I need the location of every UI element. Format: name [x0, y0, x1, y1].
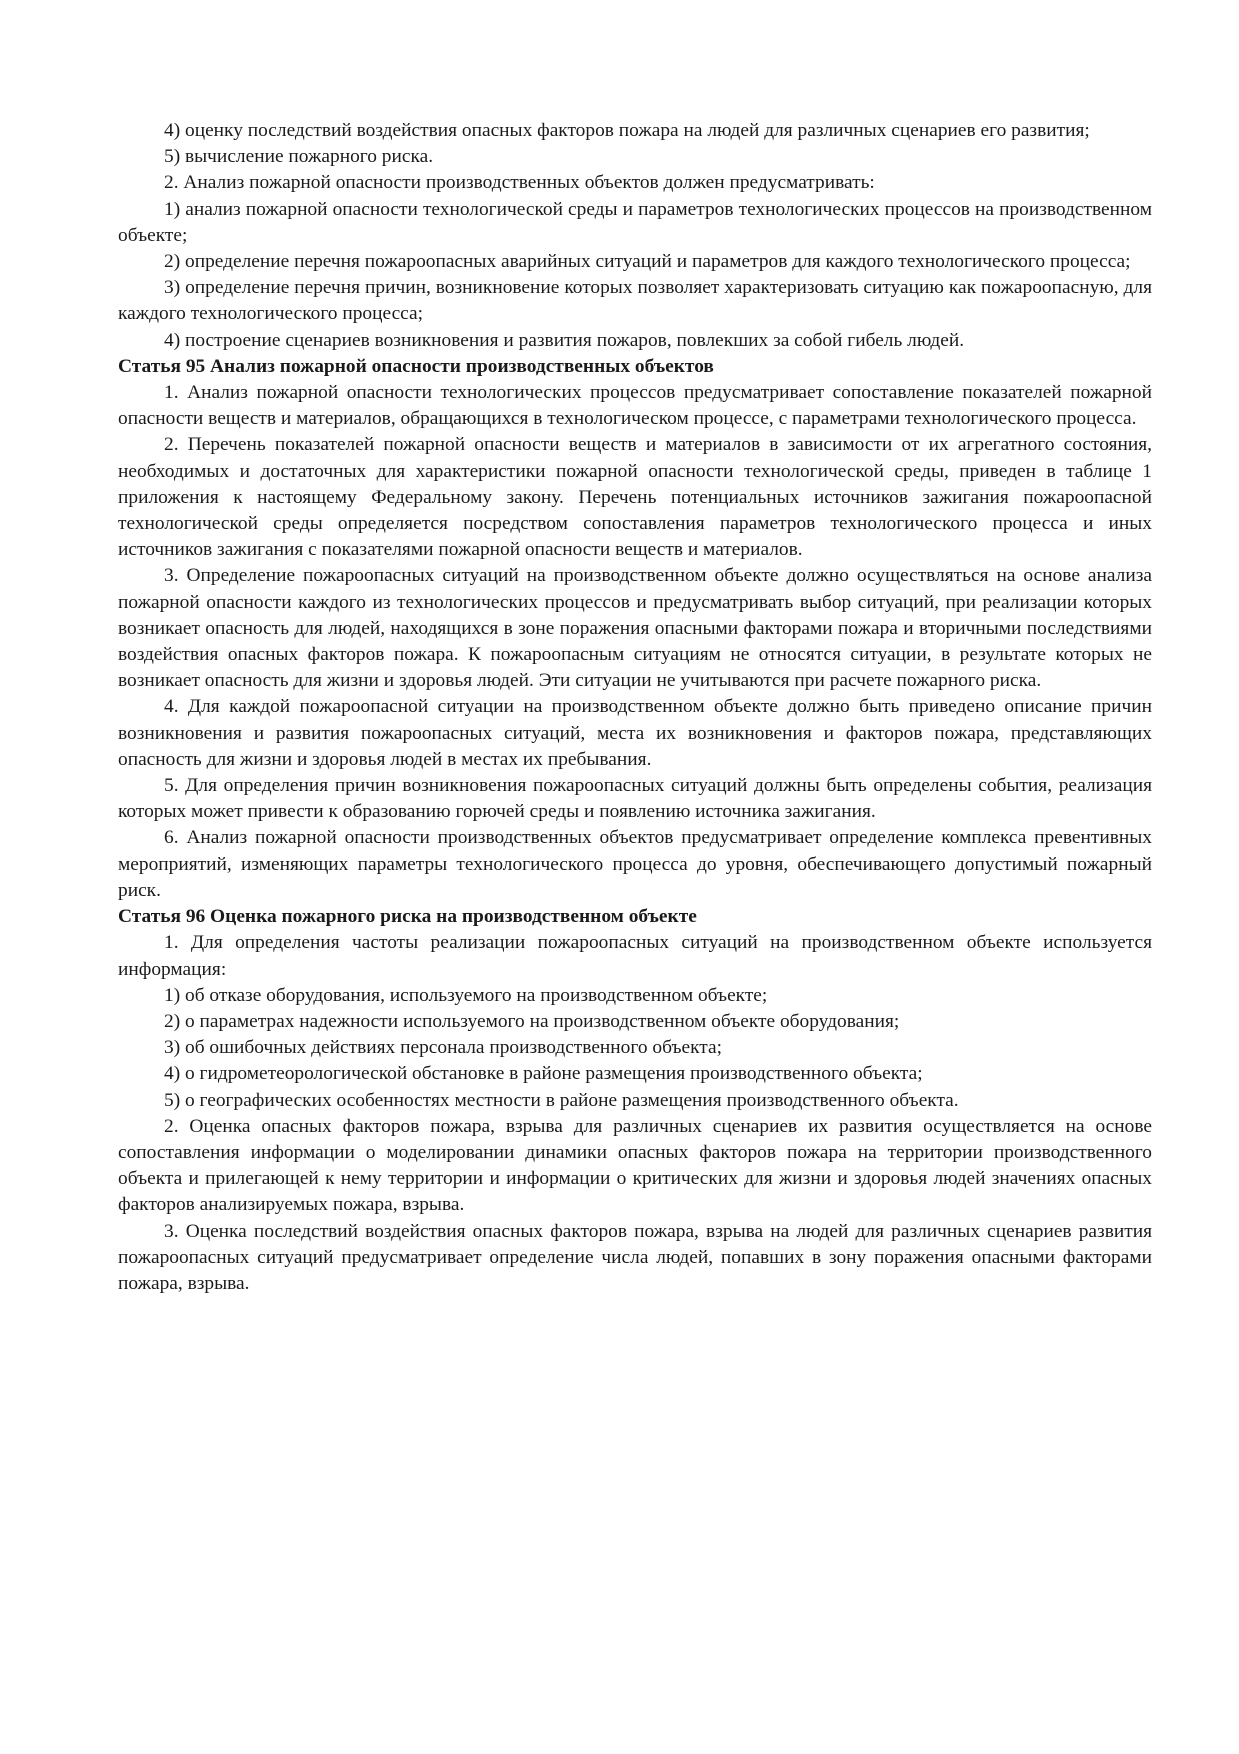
article-95-title: Статья 95 Анализ пожарной опасности производственных объектов	[118, 355, 714, 377]
article-96-title: Статья 96 Оценка пожарного риска на производственном объекте	[118, 906, 697, 928]
paragraph: 2) определение перечня пожароопасных аварийных ситуаций и параметров для каждого технологического процесса;	[164, 251, 1131, 273]
paragraph: 2. Перечень показателей пожарной опасности веществ и материалов в зависимости от их агрегатного состояния, необходимых и достаточных для характеристики пожарной опасности технологической среды, приведен в таблице 1 приложения к настоящему Федеральному закону. Перечень потенциальных источников зажигания пожароопасной технологической среды определяется посредством сопоставления параметров технологического процесса и иных источников зажигания с показателями пожарной опасности веществ и материалов.	[118, 434, 1152, 561]
document-page	[118, 118, 1152, 1297]
paragraph: 3. Определение пожароопасных ситуаций на производственном объекте должно осуществляться на основе анализа пожарной опасности каждого из технологических процессов и предусматривать выбор ситуаций, при реализации которых возникает опасность для людей, находящихся в зоне поражения опасными факторами пожара и вторичными последствиями воздействия опасных факторов пожара. К пожароопасным ситуациям не относятся ситуации, в результате которых не возникает опасность для жизни и здоровья людей. Эти ситуации не учитываются при расчете пожарного риска.	[118, 565, 1152, 692]
paragraph: 2. Оценка опасных факторов пожара, взрыва для различных сценариев их развития осуществляется на основе сопоставления информации о моделировании динамики опасных факторов пожара на территории производственного объекта и прилегающей к нему территории и информации о критических для жизни и здоровья людей значениях опасных факторов анализируемых пожара, взрыва.	[118, 1115, 1152, 1216]
paragraph: 2. Анализ пожарной опасности производственных объектов должен предусматривать:	[164, 172, 875, 194]
paragraph: 3. Оценка последствий воздействия опасных факторов пожара, взрыва на людей для различных сценариев развития пожароопасных ситуаций предусматривает определение числа людей, попавших в зону поражения опасными факторами пожара, взрыва.	[118, 1220, 1152, 1294]
paragraph: 4) о гидрометеорологической обстановке в районе размещения производственного объекта;	[164, 1063, 923, 1085]
paragraph: 4) оценку последствий воздействия опасных факторов пожара на людей для различных сценариев его развития;	[164, 120, 1090, 141]
paragraph: 2) о параметрах надежности используемого на производственном объекте оборудования;	[164, 1010, 900, 1032]
paragraph: 5) о географических особенностях местности в районе размещения производственного объекта.	[164, 1089, 959, 1111]
paragraph: 3) определение перечня причин, возникновение которых позволяет характеризовать ситуацию как пожароопасную, для каждого технологического процесса;	[118, 277, 1152, 325]
paragraph: 3) об ошибочных действиях персонала производственного объекта;	[164, 1037, 722, 1059]
paragraph: 4. Для каждой пожароопасной ситуации на производственном объекте должно быть приведено описание причин возникновения и развития пожароопасных ситуаций, места их возникновения и факторов пожара, представляющих опасность для жизни и здоровья людей в местах их пребывания.	[118, 696, 1152, 770]
paragraph: 1) анализ пожарной опасности технологической среды и параметров технологических процессов на производственном объекте;	[118, 198, 1152, 246]
paragraph: 5) вычисление пожарного риска.	[164, 146, 434, 168]
paragraph: 4) построение сценариев возникновения и развития пожаров, повлекших за собой гибель людей.	[164, 329, 965, 351]
paragraph: 5. Для определения причин возникновения пожароопасных ситуаций должны быть определены события, реализация которых может привести к образованию горючей среды и появлению источника зажигания.	[118, 775, 1152, 823]
paragraph: 1. Анализ пожарной опасности технологических процессов предусматривает сопоставление показателей пожарной опасности веществ и материалов, обращающихся в технологическом процессе, с параметрами технологического процесса.	[118, 382, 1152, 430]
paragraph: 1) об отказе оборудования, используемого на производственном объекте;	[164, 984, 768, 1006]
paragraph: 6. Анализ пожарной опасности производственных объектов предусматривает определение комплекса превентивных мероприятий, изменяющих параметры технологического процесса до уровня, обеспечивающего допустимый пожарный риск.	[118, 827, 1152, 901]
paragraph: 1. Для определения частоты реализации пожароопасных ситуаций на производственном объекте используется информация:	[118, 932, 1152, 980]
